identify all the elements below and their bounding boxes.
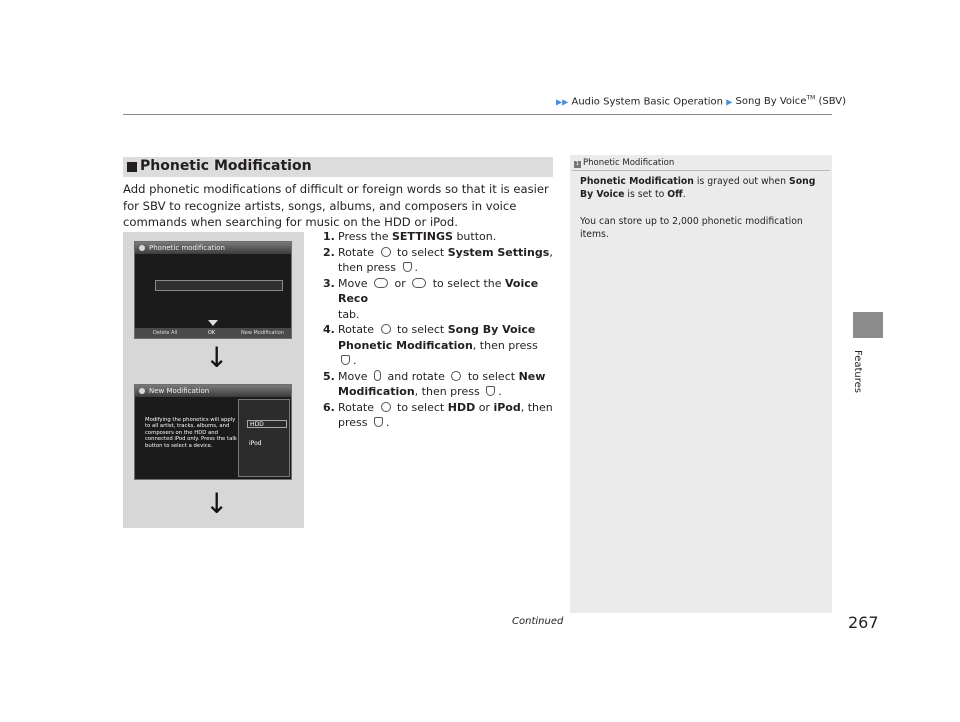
section-bullet-icon [127,162,137,172]
note-marker-icon: 1 [575,161,580,167]
continued-label: Continued [512,616,564,627]
phonetic-modification-screen [134,241,292,339]
screen-title-bar [135,385,291,397]
screenshot-panel [123,232,304,528]
new-modification-screen [134,384,292,480]
arrow-down-icon: ↓ [205,487,229,520]
step-item: 4. Rotate to select Song By Voice Phonetic Modification, then press . [323,323,538,367]
breadcrumb-arrow-icon: ▶ [726,97,733,107]
menu-dot-icon [139,388,145,394]
move-left-icon [374,278,388,288]
breadcrumb-arrow-icon: ▶▶ [556,97,569,107]
selector-knob-icon [381,247,391,257]
new-modification-key: New Modification [241,330,284,336]
screen-title: New Modification [149,387,210,395]
ok-key: OK [208,330,216,336]
step-item: 5. Move and rotate to select New Modification, then press . [323,369,546,398]
page-number: 267 [848,613,879,632]
chapter-label: Features [852,350,863,393]
step-item: 6. Rotate to select HDD or iPod, then press . [323,400,553,429]
selector-knob-icon [381,402,391,412]
enter-press-icon [486,386,495,396]
breadcrumb [556,95,846,107]
cursor-arrow-icon [208,320,218,326]
section-heading [123,157,553,177]
device-list [238,399,290,477]
delete-all-key: Delete All [153,330,178,336]
enter-press-icon [403,262,412,272]
intro-paragraph: Add phonetic modifications of difficult or foreign words so that it is easier for SBV to recognize artists, songs, albums, and composers in voice commands when searching for music on the HDD or iPod. [123,182,549,229]
note-paragraph: You can store up to 2,000 phonetic modification items. [580,216,803,240]
ipod-option: iPod [249,440,262,447]
header-divider [123,114,832,115]
arrow-down-icon: ↓ [205,341,229,374]
step-item: 1. Press the SETTINGS button. [323,230,497,243]
move-right-icon [412,278,426,288]
step-item: 2. Rotate to select System Settings, then press . [323,245,553,274]
note-paragraph: Phonetic Modification is grayed out when Song By Voice is set to Off. [580,176,816,200]
menu-dot-icon [139,245,145,251]
breadcrumb-item[interactable]: Audio System Basic Operation [571,96,723,108]
side-note [570,155,832,613]
hdd-option: HDD [247,420,287,428]
chapter-tab [853,312,883,338]
procedure-steps [323,229,553,431]
screen-message: Modifying the phonetics will apply to all artist, tracks, albums, and composers on the HDD and connected iPod only. Press the talk button to select a device. [145,417,237,449]
screen-title: Phonetic modification [149,244,225,252]
soft-keys [135,328,291,338]
selector-knob-icon [381,324,391,334]
step-item: 3. Move or to select the Voice Reco tab. [323,276,539,321]
selector-knob-icon [451,371,461,381]
enter-press-icon [374,417,383,427]
modification-list-field [155,280,283,291]
screen-title-bar [135,242,291,254]
enter-press-icon [341,355,350,365]
breadcrumb-item[interactable]: Song By Voice™ (SBV) [735,95,847,108]
note-divider [572,170,830,171]
section-title: Phonetic Modification [140,158,312,174]
note-heading: 1 Phonetic Modification [575,158,675,168]
move-down-icon [374,370,381,381]
